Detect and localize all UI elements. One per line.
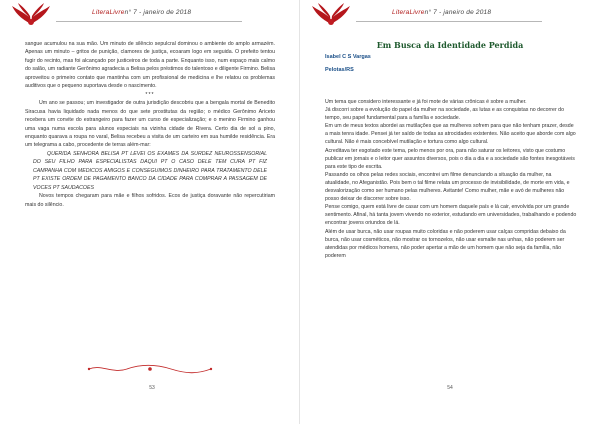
article-paragraph: Um tema que considero interessante e já foi mote de várias crônicas é sobre a mulher.: [325, 99, 527, 105]
right-page: [300, 0, 600, 424]
winged-logo-icon: [310, 2, 352, 30]
story-paragraph: sangue acumulou na sua mão. Um minuto de silêncio sepulcral dominou o ambiente do amplo armazém. Apenas um minuto – gritos de punição, clamores de justiça, ecoaram logo em seguida. O prefeito tentou fugir do recinto, mas foi alcançado por justiceiros de toda a parte. Enquanto isso, num espaço mais calmo do salão, um radiante Gerônimo agradecia a Belisa pelos préstimos do talentoso e diligente Firmino. Belisa aproveitou o primeiro contato que mantinha com um profissional de medicina e lhe relatou os problemas auditivos que o pequeno suportava desde o nascimento.: [25, 41, 275, 90]
article-title: Em Busca da Identidade Perdida: [376, 40, 524, 50]
issue-info: n° 7 - janeiro de 2018: [424, 9, 492, 16]
running-header: [92, 9, 191, 16]
article-paragraph: Acreditava ter esgotado este tema, pelo menos por ora, para não saturar os leitores, visto que costumo publicar em jornais e o leitor quer assuntos diversos, pois o dia a dia e a sociedade são fontes inesgotáveis para este tipo de escrita.: [325, 147, 575, 170]
article-paragraph: Já discorri sobre a evolução do papel da mulher na sociedade, as lutas e as conquistas no decorrer do tempo, seu papel fundamental para a família e sociedade.: [325, 107, 565, 122]
telegram-text: QUERIDA SENHORA BELISA PT LEVEI OS EXAMES DA SURDEZ NEUROSSENSORIAL DO SEU FILHO PARA ESPECIALISTAS DAQUI PT O CASO DELE TEM CURA PT FIZ CAMPANHA COM MEDICOS AMIGOS E CONSEGUIMOS DINHEIRO PARA TRATAMENTO DELE PT EXISTE ORDEM DE PAGAMENTO BANCO DA CIDADE PARA COMPRAR A PASSAGEM DE VOCES PT SAUDACOES: [33, 150, 267, 191]
winged-logo-icon: [10, 2, 52, 30]
closing-paragraph: Novos tempos chegaram para mãe e filhos sofridos. Ecos de justiça doravante não repercutiriam mais do silêncio.: [25, 193, 275, 208]
story-paragraph: Um ano se passou; um investigador de outra jurisdição descobriu que a bengala mortal de Benedito Siracusa havia liquidado nada menos do que sete prostitutas da região; o médico Gerônimo Ariceto recebera um convite do estrangeiro para fazer um curso de especialização; e o menino Firmino ganhou uma vaga numa escola para alunos especiais na vizinha cidade de Rivera. Certo dia de sol a pino, enquanto quarava a roupa no varal, Belisa recebeu a visita de um carteiro em sua humilde residência. Era um telegrama a cabo, procedente de terras além-mar:: [25, 100, 275, 149]
article-paragraph: Além de usar burca, não usar roupas muito coloridas e não poderem usar calças compridas debaixo da burca, não usar cosméticos, não mostrar os tornozelos, não usar esmalte nas unhas, não poderem ser atendidas por médicos homens, não poder apertar a mão de um homem que não seja da família, não poderem: [325, 228, 566, 259]
article-body: [325, 98, 577, 260]
running-header: [392, 9, 491, 16]
page-number: 54: [447, 385, 453, 391]
article-author: Isabel C S Vargas: [325, 54, 371, 60]
section-separator: ***: [145, 91, 155, 98]
decorative-ornament-icon: [85, 363, 215, 375]
author-location: Pelotas/RS: [325, 67, 354, 73]
header-rule: [356, 21, 542, 22]
story-body: [25, 40, 275, 209]
issue-info: n° 7 - janeiro de 2018: [124, 9, 192, 16]
page-number: 53: [149, 385, 155, 391]
article-paragraph: Em um de meus textos abordei as mutilações que as mulheres sofrem para que não tenham prazer, desde a mais tenra idade. Pensei já ter saído de todas as atrocidades existentes. Não aceito que aborde com algo cultural. Não é mais concebível mutilação e tortura como algo cultural.: [325, 123, 576, 146]
article-paragraph: Passando os olhos pelas redes sociais, encontrei um filme denunciando a situação da mulher, na atualidade, no Afeganistão. Pois bem o tal filme relata um processo de invisibilidade, de morte em vida, e desvalorização como ser humano pelas mulheres. Avitante! Como mulher, mãe e avó de mulheres não posso deixar de discorrer sobre isso.: [325, 171, 570, 203]
magazine-name: LiteraLivre: [392, 9, 425, 16]
header-rule: [56, 21, 242, 22]
magazine-name: LiteraLivre: [92, 9, 125, 16]
article-paragraph: Pense comigo, quem está livre de casar com um homem daquele país e lá cair, envolvida por um grande sentimento. Afinal, há tanta jovem vivendo no exterior, estudando em universidades, trabalhando e podendo encontrar jovens oriundos de lá.: [325, 204, 577, 227]
